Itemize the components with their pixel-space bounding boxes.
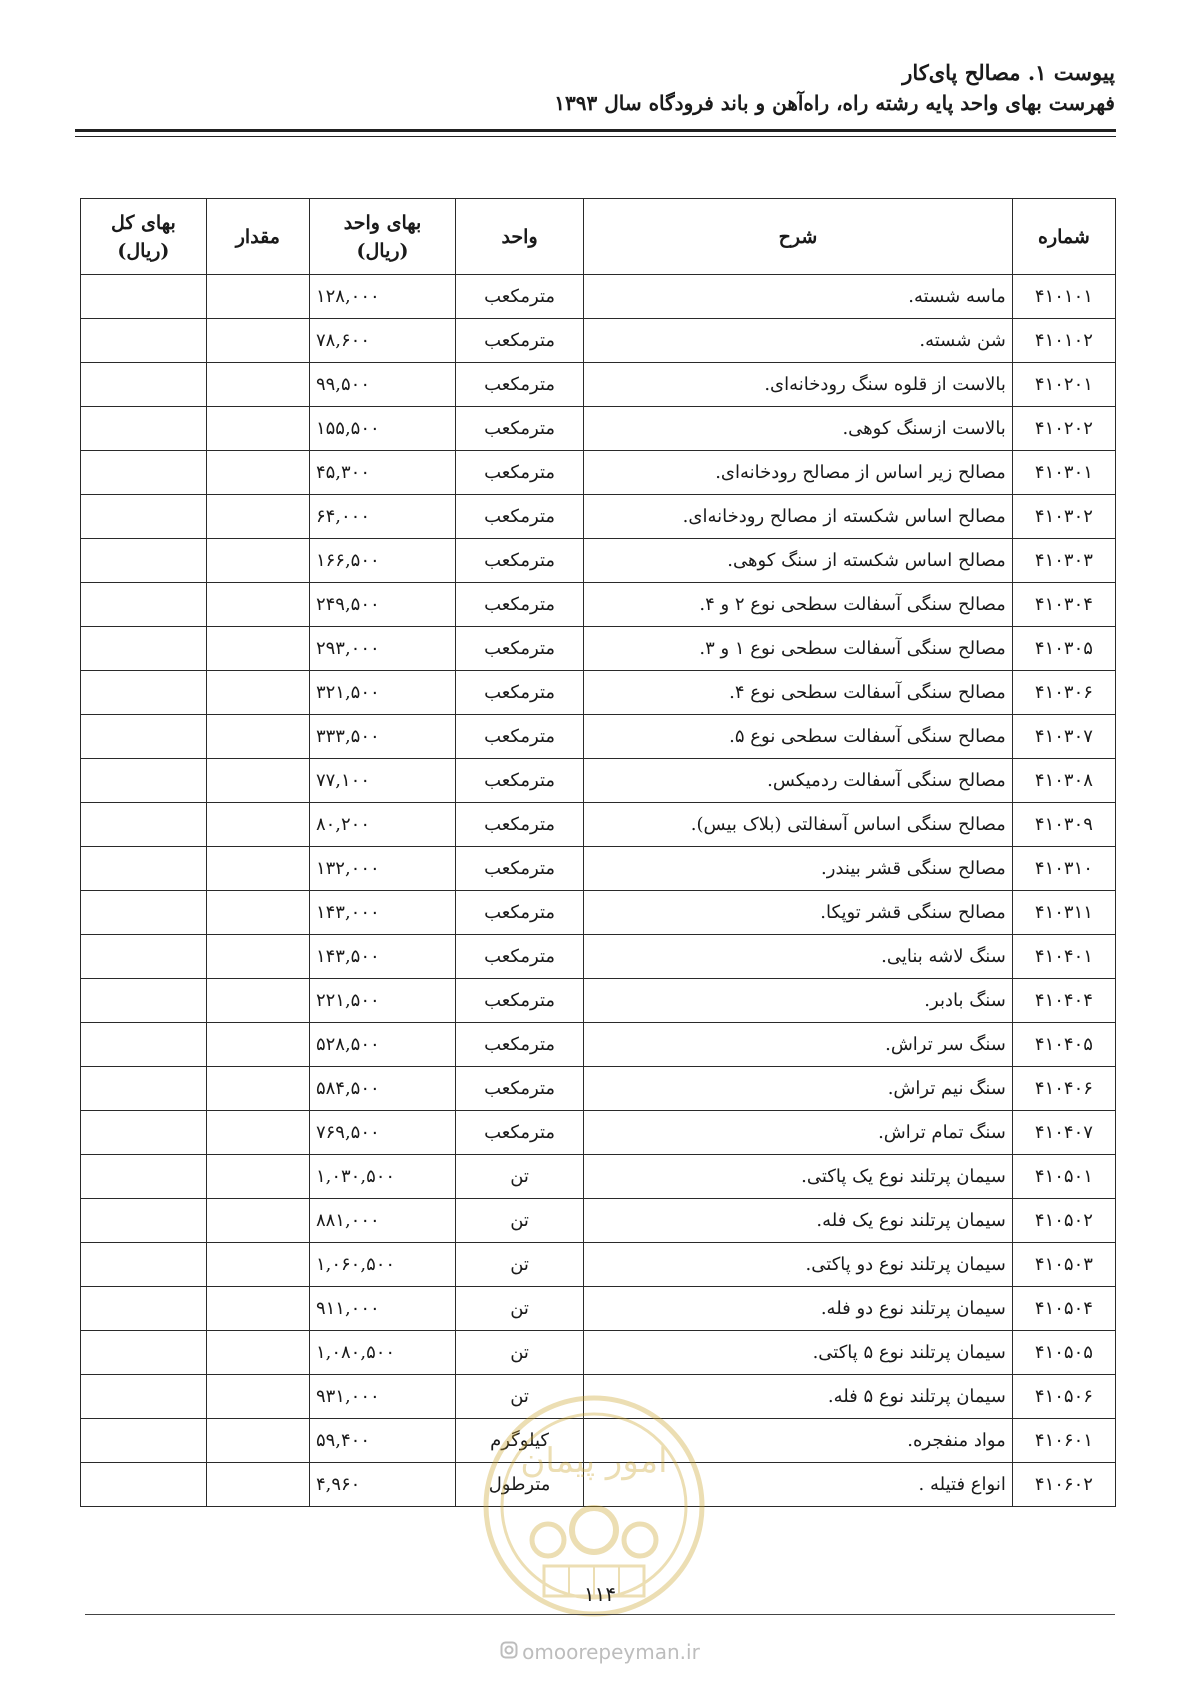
item-total-price xyxy=(81,1287,207,1331)
item-number: ۴۱۰۱۰۱ xyxy=(1012,275,1115,319)
document-title: فهرست بهای واحد پایه رشته راه، راه‌آهن و باند فرودگاه سال ۱۳۹۳ xyxy=(554,91,1115,115)
item-description: سیمان پرتلند نوع دو فله. xyxy=(584,1287,1013,1331)
table-row xyxy=(81,1111,1116,1155)
item-quantity xyxy=(206,1419,309,1463)
item-unit: مترمکعب xyxy=(456,583,584,627)
item-description: سیمان پرتلند نوع یک پاکتی. xyxy=(584,1155,1013,1199)
item-unit-price: ۴,۹۶۰ xyxy=(309,1463,455,1507)
item-unit: مترمکعب xyxy=(456,891,584,935)
item-description: سنگ لاشه بنایی. xyxy=(584,935,1013,979)
item-unit: مترمکعب xyxy=(456,495,584,539)
item-total-price xyxy=(81,627,207,671)
item-unit: مترمکعب xyxy=(456,1067,584,1111)
item-number: ۴۱۰۲۰۱ xyxy=(1012,363,1115,407)
item-unit: مترمکعب xyxy=(456,979,584,1023)
item-unit: مترمکعب xyxy=(456,363,584,407)
item-number: ۴۱۰۶۰۲ xyxy=(1012,1463,1115,1507)
item-unit: مترمکعب xyxy=(456,847,584,891)
page-header xyxy=(75,58,1115,118)
item-quantity xyxy=(206,1375,309,1419)
item-unit: مترمکعب xyxy=(456,1111,584,1155)
item-quantity xyxy=(206,275,309,319)
item-quantity xyxy=(206,451,309,495)
item-quantity xyxy=(206,1243,309,1287)
item-unit: مترمکعب xyxy=(456,671,584,715)
item-unit: مترمکعب xyxy=(456,275,584,319)
item-unit-price: ۲۲۱,۵۰۰ xyxy=(309,979,455,1023)
table-row xyxy=(81,715,1116,759)
item-quantity xyxy=(206,495,309,539)
item-description: سیمان پرتلند نوع ۵ فله. xyxy=(584,1375,1013,1419)
item-number: ۴۱۰۳۰۹ xyxy=(1012,803,1115,847)
table-row xyxy=(81,407,1116,451)
item-description: مواد منفجره. xyxy=(584,1419,1013,1463)
item-quantity xyxy=(206,407,309,451)
item-unit: مترمکعب xyxy=(456,803,584,847)
item-total-price xyxy=(81,1419,207,1463)
item-total-price xyxy=(81,1331,207,1375)
table-header-row xyxy=(81,199,1116,275)
item-unit-price: ۹۹,۵۰۰ xyxy=(309,363,455,407)
table-row xyxy=(81,803,1116,847)
item-description: مصالح سنگی اساس آسفالتی (بلاک بیس). xyxy=(584,803,1013,847)
item-number: ۴۱۰۴۰۱ xyxy=(1012,935,1115,979)
page-number: ۱۱۴ xyxy=(583,1582,617,1606)
item-total-price xyxy=(81,803,207,847)
item-unit-price: ۸۰,۲۰۰ xyxy=(309,803,455,847)
item-unit: مترمکعب xyxy=(456,407,584,451)
item-number: ۴۱۰۵۰۲ xyxy=(1012,1199,1115,1243)
item-number: ۴۱۰۳۰۸ xyxy=(1012,759,1115,803)
item-description: مصالح سنگی آسفالت سطحی نوع ۴. xyxy=(584,671,1013,715)
item-unit-price: ۳۲۱,۵۰۰ xyxy=(309,671,455,715)
item-number: ۴۱۰۴۰۴ xyxy=(1012,979,1115,1023)
item-quantity xyxy=(206,1199,309,1243)
item-unit-price: ۴۵,۳۰۰ xyxy=(309,451,455,495)
item-description: مصالح اساس شکسته از مصالح رودخانه‌ای. xyxy=(584,495,1013,539)
item-description: سنگ سر تراش. xyxy=(584,1023,1013,1067)
item-description: سیمان پرتلند نوع دو پاکتی. xyxy=(584,1243,1013,1287)
item-quantity xyxy=(206,363,309,407)
item-quantity xyxy=(206,935,309,979)
item-total-price xyxy=(81,363,207,407)
table-row xyxy=(81,1331,1116,1375)
item-unit-price: ۱,۰۶۰,۵۰۰ xyxy=(309,1243,455,1287)
item-unit: تن xyxy=(456,1331,584,1375)
total-price-currency: (ریال) xyxy=(117,239,170,262)
item-unit-price: ۱۳۲,۰۰۰ xyxy=(309,847,455,891)
table-row xyxy=(81,1067,1116,1111)
item-unit: مترطول xyxy=(456,1463,584,1507)
item-total-price xyxy=(81,495,207,539)
item-total-price xyxy=(81,979,207,1023)
item-unit-price: ۵۹,۴۰۰ xyxy=(309,1419,455,1463)
table-row xyxy=(81,759,1116,803)
price-list-table xyxy=(80,198,1116,1507)
item-description: سنگ بادبر. xyxy=(584,979,1013,1023)
item-description: مصالح سنگی قشر توپکا. xyxy=(584,891,1013,935)
header-rule-thick xyxy=(75,129,1116,132)
item-unit-price: ۱۲۸,۰۰۰ xyxy=(309,275,455,319)
item-description: مصالح سنگی قشر بیندر. xyxy=(584,847,1013,891)
item-quantity xyxy=(206,1287,309,1331)
item-unit: تن xyxy=(456,1155,584,1199)
item-unit-price: ۱۴۳,۰۰۰ xyxy=(309,891,455,935)
item-number: ۴۱۰۳۰۳ xyxy=(1012,539,1115,583)
item-unit: تن xyxy=(456,1287,584,1331)
item-unit: تن xyxy=(456,1199,584,1243)
item-unit-price: ۷۶۹,۵۰۰ xyxy=(309,1111,455,1155)
item-total-price xyxy=(81,1111,207,1155)
item-total-price xyxy=(81,671,207,715)
item-quantity xyxy=(206,715,309,759)
item-total-price xyxy=(81,539,207,583)
item-unit-price: ۱,۰۳۰,۵۰۰ xyxy=(309,1155,455,1199)
item-quantity xyxy=(206,319,309,363)
table-row xyxy=(81,671,1116,715)
item-number: ۴۱۰۳۰۵ xyxy=(1012,627,1115,671)
item-unit: مترمکعب xyxy=(456,627,584,671)
item-number: ۴۱۰۴۰۵ xyxy=(1012,1023,1115,1067)
item-unit-price: ۹۱۱,۰۰۰ xyxy=(309,1287,455,1331)
appendix-title: پیوست ۱. مصالح پای‌کار xyxy=(902,60,1115,85)
item-unit-price: ۱۵۵,۵۰۰ xyxy=(309,407,455,451)
item-quantity xyxy=(206,1331,309,1375)
item-unit: تن xyxy=(456,1243,584,1287)
item-unit-price: ۵۸۴,۵۰۰ xyxy=(309,1067,455,1111)
unit-price-label: بهای واحد xyxy=(343,211,422,234)
column-header-quantity: مقدار xyxy=(206,199,309,275)
item-description: مصالح سنگی آسفالت سطحی نوع ۲ و ۴. xyxy=(584,583,1013,627)
item-quantity xyxy=(206,759,309,803)
table-row xyxy=(81,891,1116,935)
item-quantity xyxy=(206,671,309,715)
item-number: ۴۱۰۴۰۷ xyxy=(1012,1111,1115,1155)
column-header-unit: واحد xyxy=(456,199,584,275)
item-quantity xyxy=(206,803,309,847)
stamp-text: امور پیمان xyxy=(520,1441,668,1481)
item-number: ۴۱۰۳۰۴ xyxy=(1012,583,1115,627)
item-description: مصالح سنگی آسفالت سطحی نوع ۵. xyxy=(584,715,1013,759)
item-description: بالاست ازسنگ کوهی. xyxy=(584,407,1013,451)
item-quantity xyxy=(206,847,309,891)
item-total-price xyxy=(81,1243,207,1287)
item-unit-price: ۸۸۱,۰۰۰ xyxy=(309,1199,455,1243)
item-total-price xyxy=(81,891,207,935)
column-header-number: شماره xyxy=(1012,199,1115,275)
item-unit-price: ۱۴۳,۵۰۰ xyxy=(309,935,455,979)
item-unit-price: ۹۳۱,۰۰۰ xyxy=(309,1375,455,1419)
item-number: ۴۱۰۳۱۱ xyxy=(1012,891,1115,935)
item-unit-price: ۳۳۳,۵۰۰ xyxy=(309,715,455,759)
table-row xyxy=(81,495,1116,539)
item-unit-price: ۵۲۸,۵۰۰ xyxy=(309,1023,455,1067)
table-row xyxy=(81,275,1116,319)
footer-rule xyxy=(85,1614,1115,1615)
table-row xyxy=(81,1287,1116,1331)
item-number: ۴۱۰۵۰۵ xyxy=(1012,1331,1115,1375)
item-number: ۴۱۰۳۱۰ xyxy=(1012,847,1115,891)
item-quantity xyxy=(206,583,309,627)
table-row xyxy=(81,1155,1116,1199)
instagram-icon xyxy=(500,1640,518,1664)
watermark-site-text: omoorepeyman.ir xyxy=(522,1640,700,1664)
item-total-price xyxy=(81,759,207,803)
table-row xyxy=(81,847,1116,891)
table-row xyxy=(81,451,1116,495)
column-header-unit-price xyxy=(309,199,455,275)
item-quantity xyxy=(206,891,309,935)
item-quantity xyxy=(206,539,309,583)
item-unit: مترمکعب xyxy=(456,319,584,363)
item-unit: مترمکعب xyxy=(456,759,584,803)
item-total-price xyxy=(81,451,207,495)
item-unit-price: ۶۴,۰۰۰ xyxy=(309,495,455,539)
item-description: ماسه شسته. xyxy=(584,275,1013,319)
item-quantity xyxy=(206,1067,309,1111)
item-number: ۴۱۰۲۰۲ xyxy=(1012,407,1115,451)
item-description: بالاست از قلوه سنگ رودخانه‌ای. xyxy=(584,363,1013,407)
table-row xyxy=(81,583,1116,627)
item-total-price xyxy=(81,1463,207,1507)
table-row xyxy=(81,979,1116,1023)
item-quantity xyxy=(206,1463,309,1507)
item-description: مصالح سنگی آسفالت ردمیکس. xyxy=(584,759,1013,803)
item-total-price xyxy=(81,1155,207,1199)
table-row xyxy=(81,1243,1116,1287)
item-quantity xyxy=(206,1111,309,1155)
table-row xyxy=(81,627,1116,671)
unit-price-currency: (ریال) xyxy=(356,239,409,262)
item-unit: تن xyxy=(456,1375,584,1419)
item-total-price xyxy=(81,1199,207,1243)
item-number: ۴۱۰۳۰۱ xyxy=(1012,451,1115,495)
item-description: مصالح زیر اساس از مصالح رودخانه‌ای. xyxy=(584,451,1013,495)
item-total-price xyxy=(81,275,207,319)
item-unit: کیلوگرم xyxy=(456,1419,584,1463)
item-number: ۴۱۰۵۰۴ xyxy=(1012,1287,1115,1331)
table-row xyxy=(81,1023,1116,1067)
item-quantity xyxy=(206,627,309,671)
item-total-price xyxy=(81,1375,207,1419)
item-unit: مترمکعب xyxy=(456,935,584,979)
item-description: سنگ نیم تراش. xyxy=(584,1067,1013,1111)
item-description: شن شسته. xyxy=(584,319,1013,363)
item-quantity xyxy=(206,1155,309,1199)
table-row xyxy=(81,539,1116,583)
table-row xyxy=(81,363,1116,407)
item-unit-price: ۱,۰۸۰,۵۰۰ xyxy=(309,1331,455,1375)
item-number: ۴۱۰۵۰۳ xyxy=(1012,1243,1115,1287)
item-number: ۴۱۰۶۰۱ xyxy=(1012,1419,1115,1463)
item-description: سیمان پرتلند نوع یک فله. xyxy=(584,1199,1013,1243)
item-description: مصالح اساس شکسته از سنگ کوهی. xyxy=(584,539,1013,583)
item-description: سیمان پرتلند نوع ۵ پاکتی. xyxy=(584,1331,1013,1375)
item-total-price xyxy=(81,935,207,979)
item-number: ۴۱۰۵۰۶ xyxy=(1012,1375,1115,1419)
item-quantity xyxy=(206,1023,309,1067)
item-number: ۴۱۰۱۰۲ xyxy=(1012,319,1115,363)
item-description: سنگ تمام تراش. xyxy=(584,1111,1013,1155)
item-unit-price: ۲۹۳,۰۰۰ xyxy=(309,627,455,671)
item-number: ۴۱۰۳۰۶ xyxy=(1012,671,1115,715)
item-number: ۴۱۰۴۰۶ xyxy=(1012,1067,1115,1111)
item-quantity xyxy=(206,979,309,1023)
item-unit: مترمکعب xyxy=(456,539,584,583)
item-unit: مترمکعب xyxy=(456,715,584,759)
total-price-label: بهای کل xyxy=(111,211,176,234)
table-row xyxy=(81,1199,1116,1243)
item-unit-price: ۷۸,۶۰۰ xyxy=(309,319,455,363)
item-total-price xyxy=(81,1067,207,1111)
watermark-site xyxy=(480,1640,720,1664)
item-total-price xyxy=(81,715,207,759)
table-row xyxy=(81,935,1116,979)
item-total-price xyxy=(81,583,207,627)
item-unit-price: ۲۴۹,۵۰۰ xyxy=(309,583,455,627)
item-description: انواع فتیله . xyxy=(584,1463,1013,1507)
item-unit: مترمکعب xyxy=(456,451,584,495)
column-header-total xyxy=(81,199,207,275)
item-total-price xyxy=(81,847,207,891)
item-unit: مترمکعب xyxy=(456,1023,584,1067)
item-number: ۴۱۰۳۰۲ xyxy=(1012,495,1115,539)
item-total-price xyxy=(81,319,207,363)
item-number: ۴۱۰۵۰۱ xyxy=(1012,1155,1115,1199)
item-unit-price: ۷۷,۱۰۰ xyxy=(309,759,455,803)
item-unit-price: ۱۶۶,۵۰۰ xyxy=(309,539,455,583)
table-row xyxy=(81,319,1116,363)
item-number: ۴۱۰۳۰۷ xyxy=(1012,715,1115,759)
header-rule-thin xyxy=(75,136,1116,137)
item-total-price xyxy=(81,1023,207,1067)
item-description: مصالح سنگی آسفالت سطحی نوع ۱ و ۳. xyxy=(584,627,1013,671)
column-header-description: شرح xyxy=(584,199,1013,275)
item-total-price xyxy=(81,407,207,451)
